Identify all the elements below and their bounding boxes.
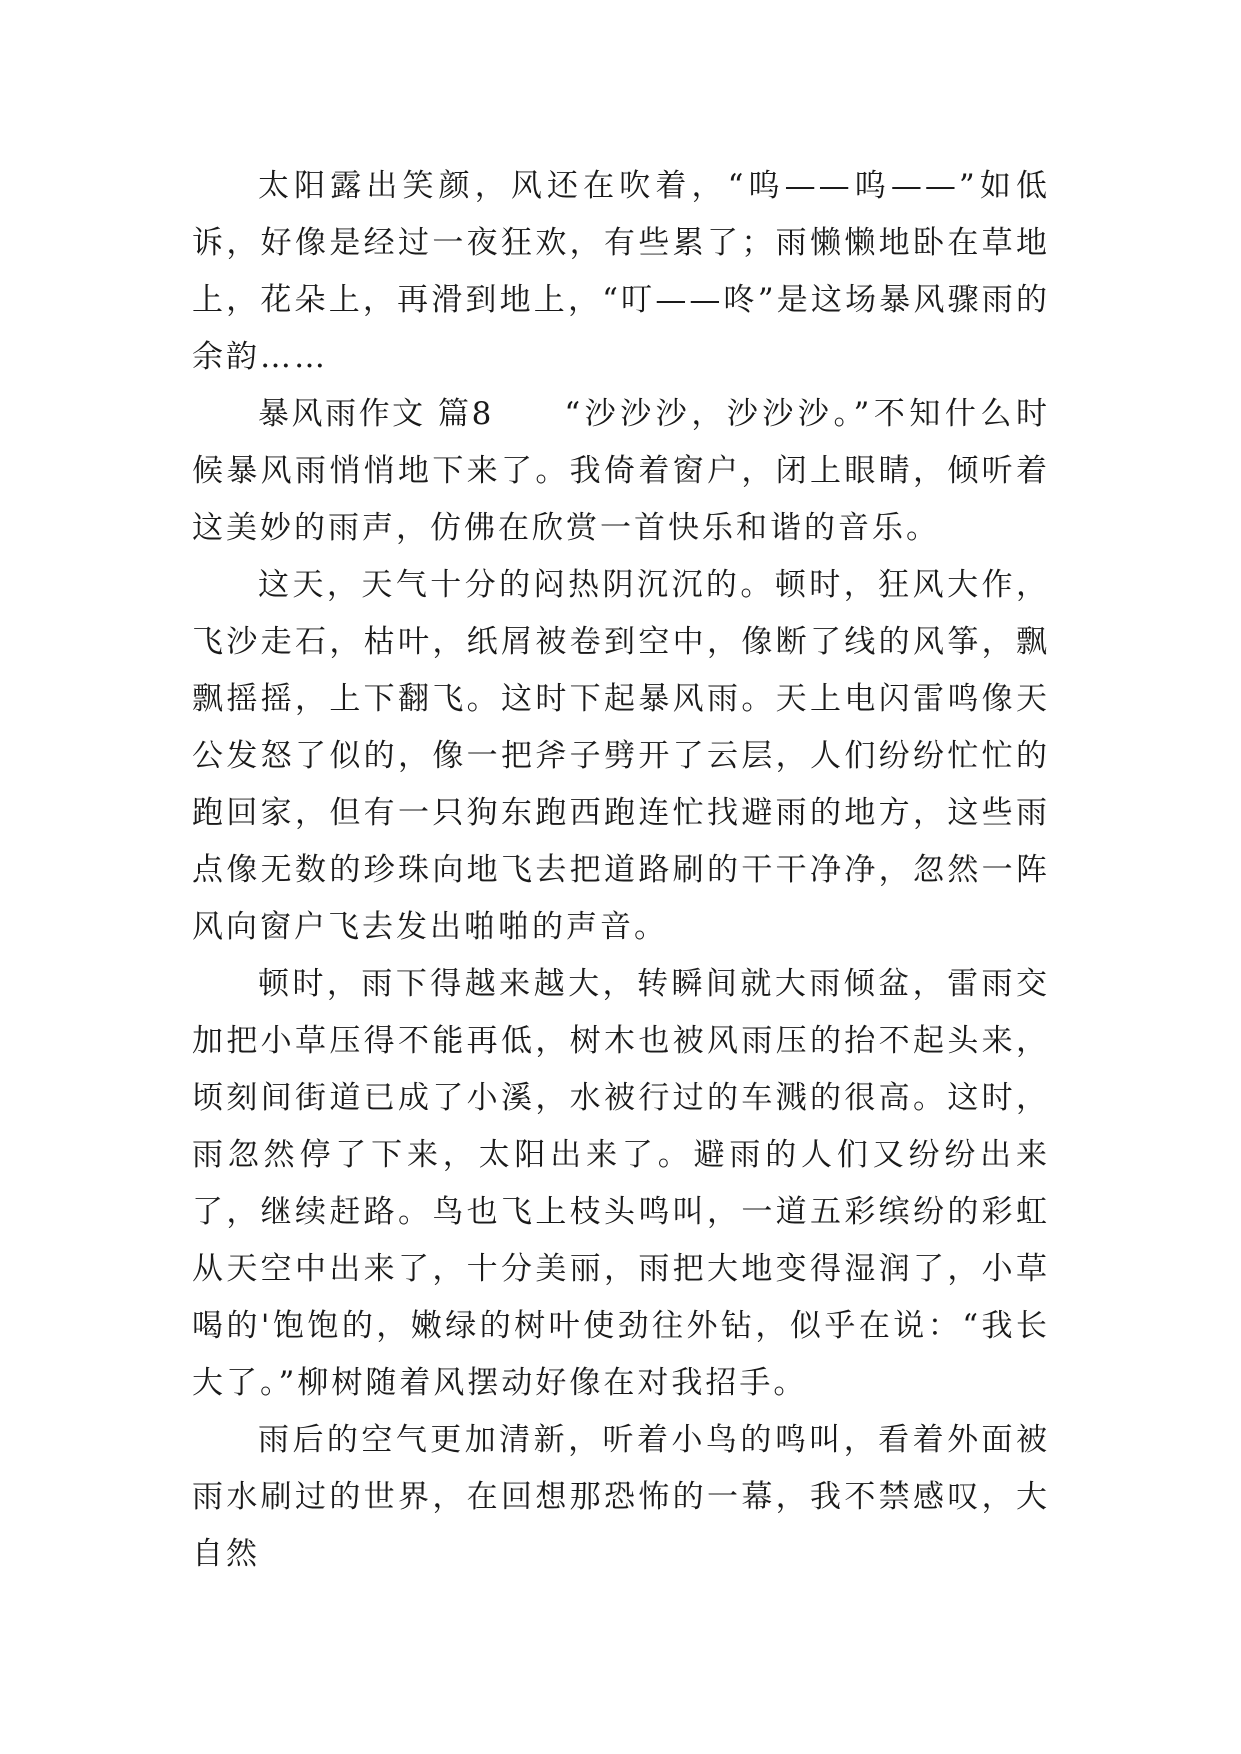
paragraph-text: 雨后的空气更加清新，听着小鸟的鸣叫，看着外面被雨水刷过的世界，在回想那恐怖的一幕，我不禁感叹，大自然 <box>192 1422 1050 1572</box>
paragraph-2 <box>192 386 1050 557</box>
paragraph-text: 顿时，雨下得越来越大，转瞬间就大雨倾盆，雷雨交加把小草压得不能再低，树木也被风雨压的抬不起头来，顷刻间街道已成了小溪，水被行过的车溅的很高。这时，雨忽然停了下来，太阳出来了。避雨的人们又纷纷出来了，继续赶路。鸟也飞上枝头鸣叫，一道五彩缤纷的彩虹从天空中出来了，十分美丽，雨把大地变得湿润了，小草喝的'饱饱的，嫩绿的树叶使劲往外钻，似乎在说：“我长大了。”柳树随着风摆动好像在对我招手。 <box>192 966 1050 1401</box>
paragraph-5 <box>192 1412 1050 1583</box>
paragraph-3 <box>192 557 1050 956</box>
document-body <box>192 158 1050 1583</box>
paragraph-text: 这天，天气十分的闷热阴沉沉的。顿时，狂风大作，飞沙走石，枯叶，纸屑被卷到空中，像断了线的风筝，飘飘摇摇，上下翻飞。这时下起暴风雨。天上电闪雷鸣像天公发怒了似的，像一把斧子劈开了云层，人们纷纷忙忙的跑回家，但有一只狗东跑西跑连忙找避雨的地方，这些雨点像无数的珍珠向地飞去把道路刷的干干净净，忽然一阵风向窗户飞去发出啪啪的声音。 <box>192 567 1050 945</box>
paragraph-text: 太阳露出笑颜，风还在吹着，“呜——呜——”如低诉，好像是经过一夜狂欢，有些累了；雨懒懒地卧在草地上，花朵上，再滑到地上，“叮——咚”是这场暴风骤雨的余韵…… <box>192 168 1050 375</box>
paragraph-1 <box>192 158 1050 386</box>
paragraph-text: “沙沙沙，沙沙沙。”不知什么时候暴风雨悄悄地下来了。我倚着窗户，闭上眼睛，倾听着这美妙的雨声，仿佛在欣赏一首快乐和谐的音乐。 <box>192 396 1051 546</box>
section-heading: 暴风雨作文 篇8 <box>258 396 493 432</box>
paragraph-4 <box>192 956 1050 1412</box>
